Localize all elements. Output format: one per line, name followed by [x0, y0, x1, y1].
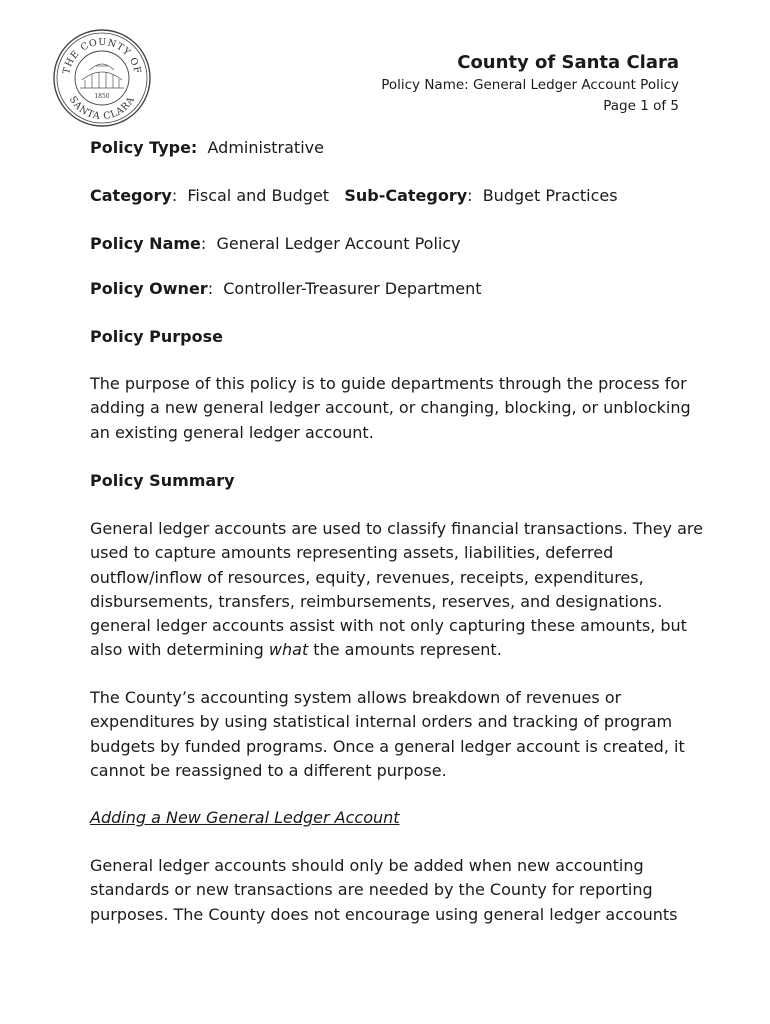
subcategory-label: Sub-Category	[344, 186, 468, 205]
county-seal-logo	[52, 28, 152, 128]
page-number: Page 1 of 5	[603, 98, 679, 114]
seal-year: 1850	[94, 93, 110, 100]
adding-account-paragraph: General ledger accounts should only be added when new accounting standards or new transactions are needed by the County for reporting purposes. The County does not encourage using general ledger accounts	[90, 856, 678, 924]
policy-purpose-paragraph: The purpose of this policy is to guide departments through the process for adding a new general ledger account, or changing, blocking, or unblocking an existing general ledger account.	[90, 374, 691, 442]
category-label: Category	[90, 186, 172, 205]
header-policy-name: Policy Name: General Ledger Account Policy	[381, 77, 679, 93]
seal-ring-bottom: SANTA CLARA	[66, 94, 138, 123]
svg-text:THE COUNTY OF	[61, 37, 143, 75]
category-value: Fiscal and Budget	[187, 186, 330, 205]
policy-summary-heading: Policy Summary	[90, 471, 235, 490]
policy-name-label: Policy Name	[90, 234, 201, 253]
adding-account-heading: Adding a New General Ledger Account	[90, 808, 400, 827]
policy-purpose-heading: Policy Purpose	[90, 327, 223, 346]
policy-name-value: General Ledger Account Policy	[216, 234, 461, 253]
policy-owner-row: Policy Owner: Controller-Treasurer Department	[90, 279, 482, 298]
policy-type-value: Administrative	[207, 138, 324, 157]
policy-summary-paragraph: General ledger accounts are used to classify financial transactions. They are used to capture amounts representing assets, liabilities, deferred outflow/inflow of resources, equity, revenues, receipts, expenditures, disbursements, transfers, reimbursements, reserves, and designations. general ledger accounts assist with not only capturing these amounts, but also with determining what the amounts represent.	[90, 519, 703, 660]
subcategory-value: Budget Practices	[482, 186, 618, 205]
document-header	[381, 51, 679, 117]
seal-ring-top: THE COUNTY OF	[61, 36, 143, 76]
policy-owner-value: Controller-Treasurer Department	[223, 279, 482, 298]
category-row: Category: Fiscal and Budget Sub-Category: Budget Practices	[90, 186, 618, 205]
policy-name-row: Policy Name: General Ledger Account Policy	[90, 234, 461, 253]
emphasis-what: what	[268, 640, 309, 660]
policy-type-label: Policy Type:	[90, 138, 198, 157]
accounting-system-paragraph: The County’s accounting system allows breakdown of revenues or expenditures by using statistical internal orders and tracking of program budgets by funded programs. Once a general ledger account is created, it cannot be reassigned to a different purpose.	[90, 688, 685, 780]
policy-owner-label: Policy Owner	[90, 279, 208, 298]
policy-type-row	[90, 136, 324, 160]
organization-name: County of Santa Clara	[457, 52, 679, 73]
